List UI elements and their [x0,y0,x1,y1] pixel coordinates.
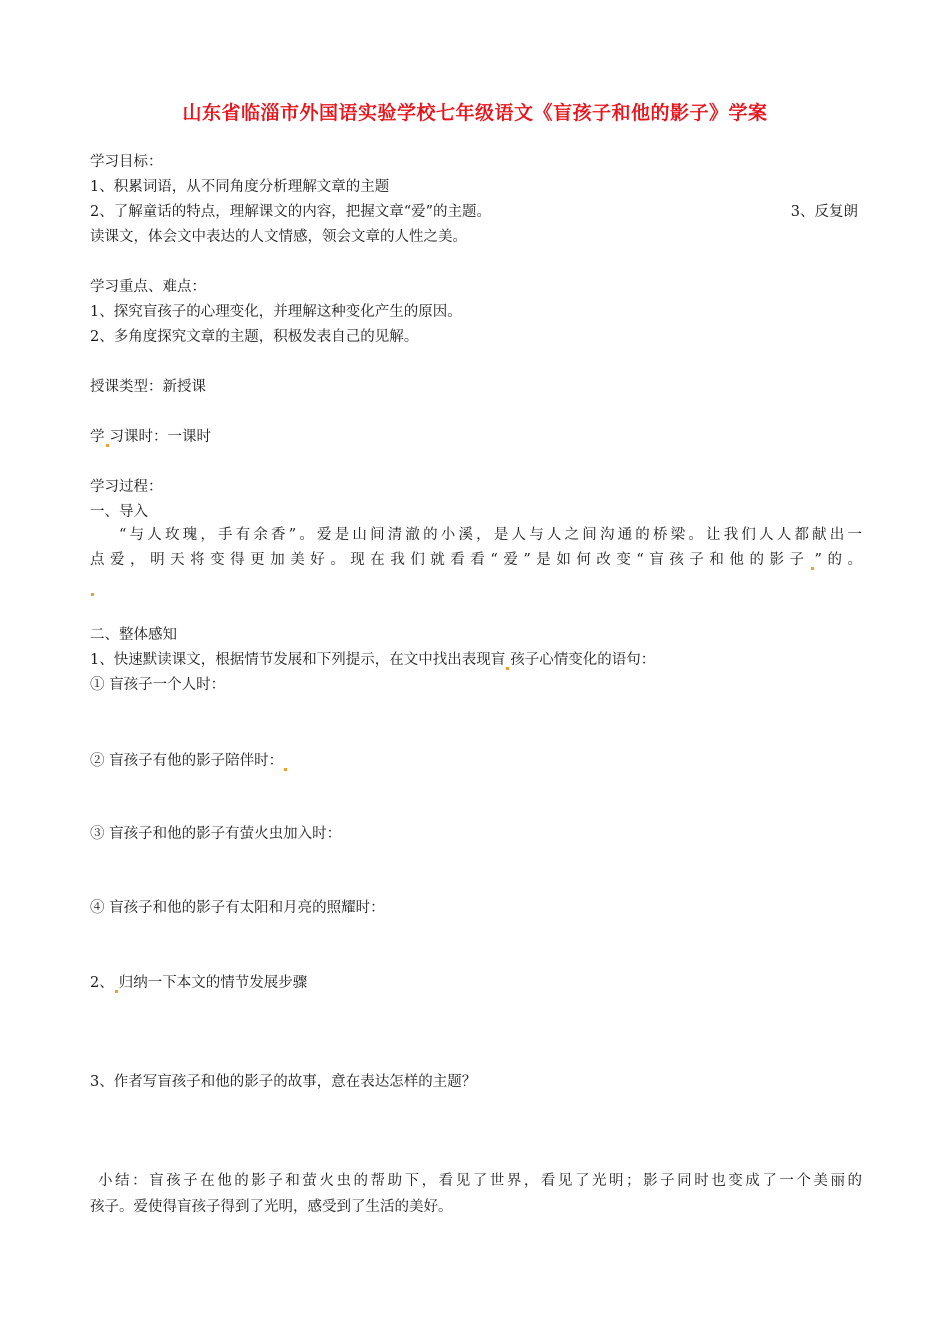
lesson-time-part-a: 学 [90,429,105,445]
objectives-heading: 学习目标： [90,154,163,170]
question-2-text: ② 盲孩子有他的影子陪伴时： [90,753,284,769]
intro-line-2-part-b: ”的。 [814,552,862,568]
marker-dot [506,667,509,670]
objective-1: 1、积累词语，从不同角度分析理解文章的主题 [90,179,390,195]
objective-2: 2、了解童话的特点，理解课文的内容，把握文章“爱”的主题。 [90,204,492,220]
task-1-part-b: 孩子心情变化的语句： [510,652,656,668]
lesson-time [90,427,211,447]
task-1-part-a: 1、快速默读课文，根据情节发展和下列提示，在文中找出表现盲 [90,652,506,668]
question-1: ① 盲孩子一个人时： [90,677,226,693]
stray-marker [90,576,95,596]
marker-dot [284,768,287,771]
lesson-time-part-b: 习课时：一课时 [109,429,211,445]
summary-line-2: 孩子。爱使得盲孩子得到了光明，感受到了生活的美好。 [90,1199,453,1215]
task-2-part-a: 2、 [90,975,114,991]
intro-line-2-part-a: 点爱，明天将变得更加美好。现在我们就看看“爱”是如何改变“盲孩子和他的影子 [90,552,810,568]
objective-3-start: 3、反复朗 [790,204,858,220]
question-3: ③ 盲孩子和他的影子有萤火虫加入时： [90,826,342,842]
intro-line-1: “与人玫瑰，手有余香”。爱是山间清澈的小溪，是人与人之间沟通的桥梁。让我们人人都献出一 [119,527,862,543]
task-2 [90,973,307,993]
process-heading: 学习过程： [90,479,163,495]
marker-dot [91,593,94,596]
task-1 [90,650,655,670]
key-points-heading: 学习重点、难点： [90,279,206,295]
objective-3-end: 读课文，体会文中表达的人文情感，领会文章的人性之美。 [90,229,467,245]
task-2-part-b: 归纳一下本文的情节发展步骤 [118,975,308,991]
intro-line-2 [90,548,862,573]
document-title: 山东省临淄市外国语实验学校七年级语文《盲孩子和他的影子》学案 [182,102,768,124]
summary-line-1: 小结：盲孩子在他的影子和萤火虫的帮助下，看见了世界，看见了光明；影子同时也变成了一个美丽的 [98,1173,862,1189]
intro-heading: 一、导入 [90,504,148,520]
marker-dot [811,567,814,570]
question-2 [90,751,288,771]
marker-dot [106,444,109,447]
perception-heading: 二、整体感知 [90,627,177,643]
key-point-1: 1、探究盲孩子的心理变化，并理解这种变化产生的原因。 [90,304,462,320]
question-4: ④ 盲孩子和他的影子有太阳和月亮的照耀时： [90,900,385,916]
task-3: 3、作者写盲孩子和他的影子的故事，意在表达怎样的主题？ [90,1074,477,1090]
lesson-type: 授课类型：新授课 [90,379,206,395]
marker-dot [115,990,118,993]
key-point-2: 2、多角度探究文章的主题，积极发表自己的见解。 [90,329,419,345]
